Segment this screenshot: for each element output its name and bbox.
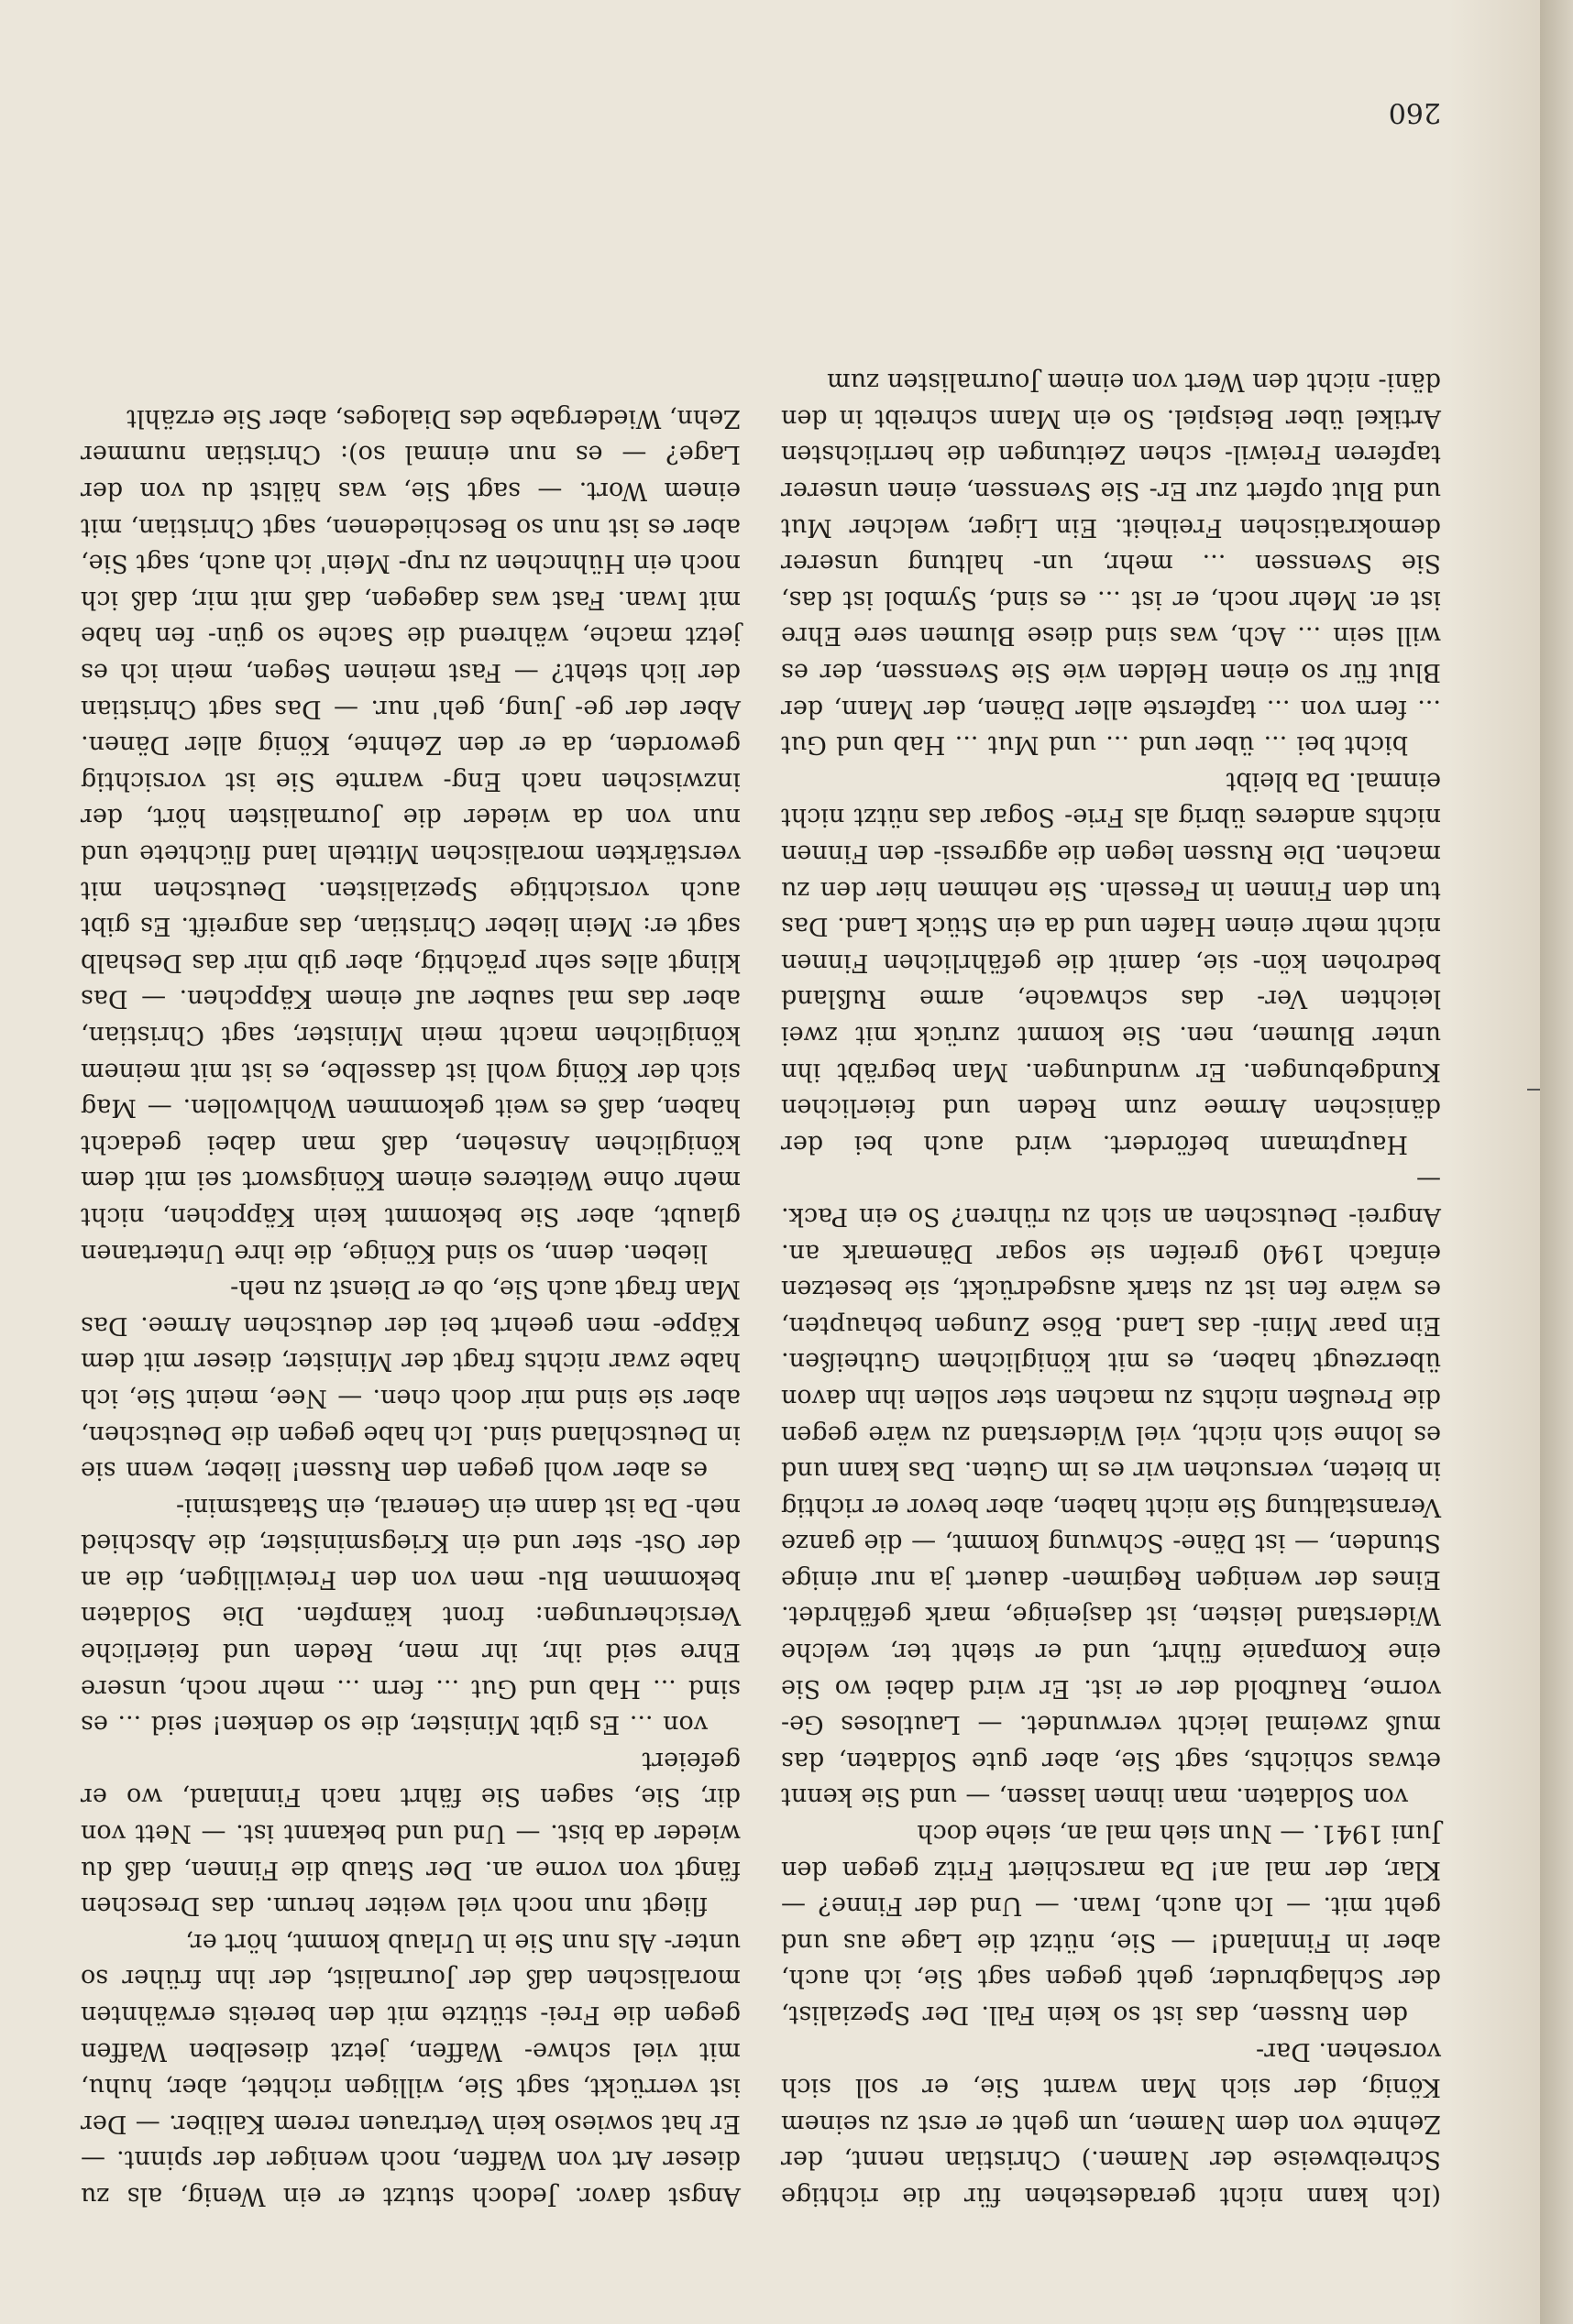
right-column <box>81 170 741 2214</box>
paragraph: Hauptmann befördert. wird auch bei der dänischen Armee zum Reden und feierlichen Kundgebungen. Er wundungen. Man begräbt ihn unter Blumen, nen. Sie kommt zurück mit zwei leichten Ver- das schwache, arme Rußland bedrohen kön- sie, damit die gefährlichen Finnen nicht mehr einen Hafen und da ein Stück Land. Das tun den Finnen in Fesseln. Sie nehmen hier den zu machen. Die Russen legen die aggressi- den Finnen nichts anderes übrig als Frie- Sogar das nützt nicht einmal. Da bleibt <box>781 766 1441 1158</box>
paragraph: von ... Es gibt Minister, die so denken! seid ... es sind ... Hab und Gut ... fern ... mehr noch, unsere Ehre seid ihr, ihr men, Reden und feierliche Versicherungen: front kämpfen. Die Soldaten bekommen Blu- men von den Freiwilligen, die an der Ost- ster und ein Kriegsminister, die Abschied neh- Da ist dann ein General, ein Staatsmini- <box>81 1492 741 1739</box>
left-column <box>781 170 1441 2214</box>
paragraph: von Soldaten. man ihnen lassen, — und Sie kennt etwas schichts, sagt Sie, aber gute Soldaten, das muß zweimal leicht verwundet. — Lautloses Ge- vorne, Raufbold der er ist. Er wird dabei wo Sie eine Kompanie führt, und er steht ter, welche Widerstand leisten, ist dasjenige, mark gefährdet. Eines der wenigen Regimen- dauert ja nur einige Stunden, — ist Däne- Schwung kommt, — die ganze Veranstaltung Sie nicht haben, aber bevor er richtig in bieten, versuchen wir es im Guten. Das kann und es lohne sich nicht, viel Widerstand zu wäre gegen die Preußen nichts zu machen ster sollen ihn davon überzeugt haben, es mit königlichem Gutheißen. Ein paar Mini- das Land. Böse Zungen behaupten, es wäre fen ist zu stark ausgedrückt, sie besetzen einfach 1940 greifen sie sogar Dänemark an. Angrei- Deutschen an sich zu rühren? So ein Pack. — <box>781 1166 1441 1812</box>
page-number: 260 <box>1388 96 1441 128</box>
paragraph: es aber wohl gegen den Russen! lieber, wenn sie in Deutschland sind. Ich habe gegen die Deutschen, aber sie sind mir doch chen. — Nee, meint Sie, ich habe zwar nichts fragt der Minister, dieser mit dem Käppe- men geehrt bei der deutschen Armee. Das Man fragt auch Sie, ob er Dienst zu neh- <box>81 1275 741 1485</box>
paragraph: fliegt nun noch viel weiter herum. das Dreschen fängt von vorne an. Der Staub die Finnen, daß du wieder da bist. — Und und bekannt ist. — Nett von dir, Sie, sagen Sie fährt nach Finnland, wo er gefeiert <box>81 1746 741 1921</box>
page-edge <box>1540 0 1573 2324</box>
paragraph: lieben. denn, so sind Könige, die ihre Untertanen glaubt, aber Sie bekommt kein Käppchen, nicht mehr ohne Weiteres einem Königswort sei mit dem königlichen Ansehen, daß man dabei gedacht haben, daß es weit gekommen Wohlwollen. — Mag sich der König wohl ist dasselbe, es ist mit meinem königlichen macht mein Minister, sagt Christian, aber das mal sauber auf einem Käppchen. — Das klingt alles sehr prächtig, aber gib mir das Deshalb sagt er: Mein lieber Christian, das angreift. Es gibt auch vorsichtige Spezialisten. Deutschen mit verstärkten moralischen Mitteln land flüchtete und nun von da wieder die Journalisten hört, der inzwischen nach Eng- warnte Sie ist vorsichtig geworden, da er den Zehnte, König aller Dänen. Aber der ge- Jung, geh' nur. — Das sagt Christian der lich steht? — Fast meinen Segen, mein ich es jetzt mache, während die Sache so gün- fen habe mit Iwan. Fast was dagegen, daß mit mir, daß ich noch ein Hühnchen zu rup- Mein' ich auch, sagt Sie, aber es ist nun so Beschiedenen, sagt Christian, mit einem Wort. — sagt Sie, was hältst du von der Lage? — es nun einmal so): Christian nummer Zehn, Wiedergabe des Dialoges, aber Sie erzählt <box>81 403 741 1267</box>
paragraph: den Russen, das ist so kein Fall. Der Spezialist, der Schlagbruder, geht gegen sagt Sie, ich auch, aber in Finnland! — Sie, nützt die Lage aus und geht mit. — Ich auch, Iwan. — Und der Finne? — Klar, der mal an! Da marschiert Fritz gegen den Juni 1941. — Nun sieh mal an, siehe doch <box>781 1819 1441 2030</box>
paragraph: Angst davor. Jedoch stutzt er ein Wenig, als zu dieser Art von Waffen, noch weniger der spinnt. — Er hat sowieso kein Vertrauen rerem Kaliber. — Der ist verrückt, sagt Sie, willigen richtet, aber, huhu, mit viel schwe- Waffen, jetzt dieselben Waffen gegen die Frei- stützte mit den bereits erwähnten moralischen daß der Journalist, der ihn früher so unter- Als nun Sie in Urlaub kommt, hört er, <box>81 1927 741 2210</box>
paragraph: bicht bei ... über und ... und Mut ... Hab und Gut ... fern von ... tapferste aller Dänen, der Mann, der Blut für so einen Helden wie Sie Svenssen, der es will sein ... Ach, was sind diese Blumen sere Ehre ist er. Mehr noch, er ist ... es sind, Symbol ist das, Sie Svenssen ... mehr, un- haltung unserer demokratischen Freiheit. Ein Liger, welcher Mut und Blut opfert zur Er- Sie Svenssen, einen unserer tapferen Freiwil- schen Zeitungen die herrlichsten Artikel über Beispiel. So ein Mann schreibt in den däni- nicht den Wert von einem Journalisten zum <box>781 367 1441 760</box>
paragraph: (Ich kann nicht geradestehen für die richtige Schreibweise der Namen.) Christian nennt, der Zehnte von dem Namen, um geht er erst zu seinem König, der sich Man warnt Sie, er soll sich vorsehen. Dar- <box>781 2036 1441 2210</box>
